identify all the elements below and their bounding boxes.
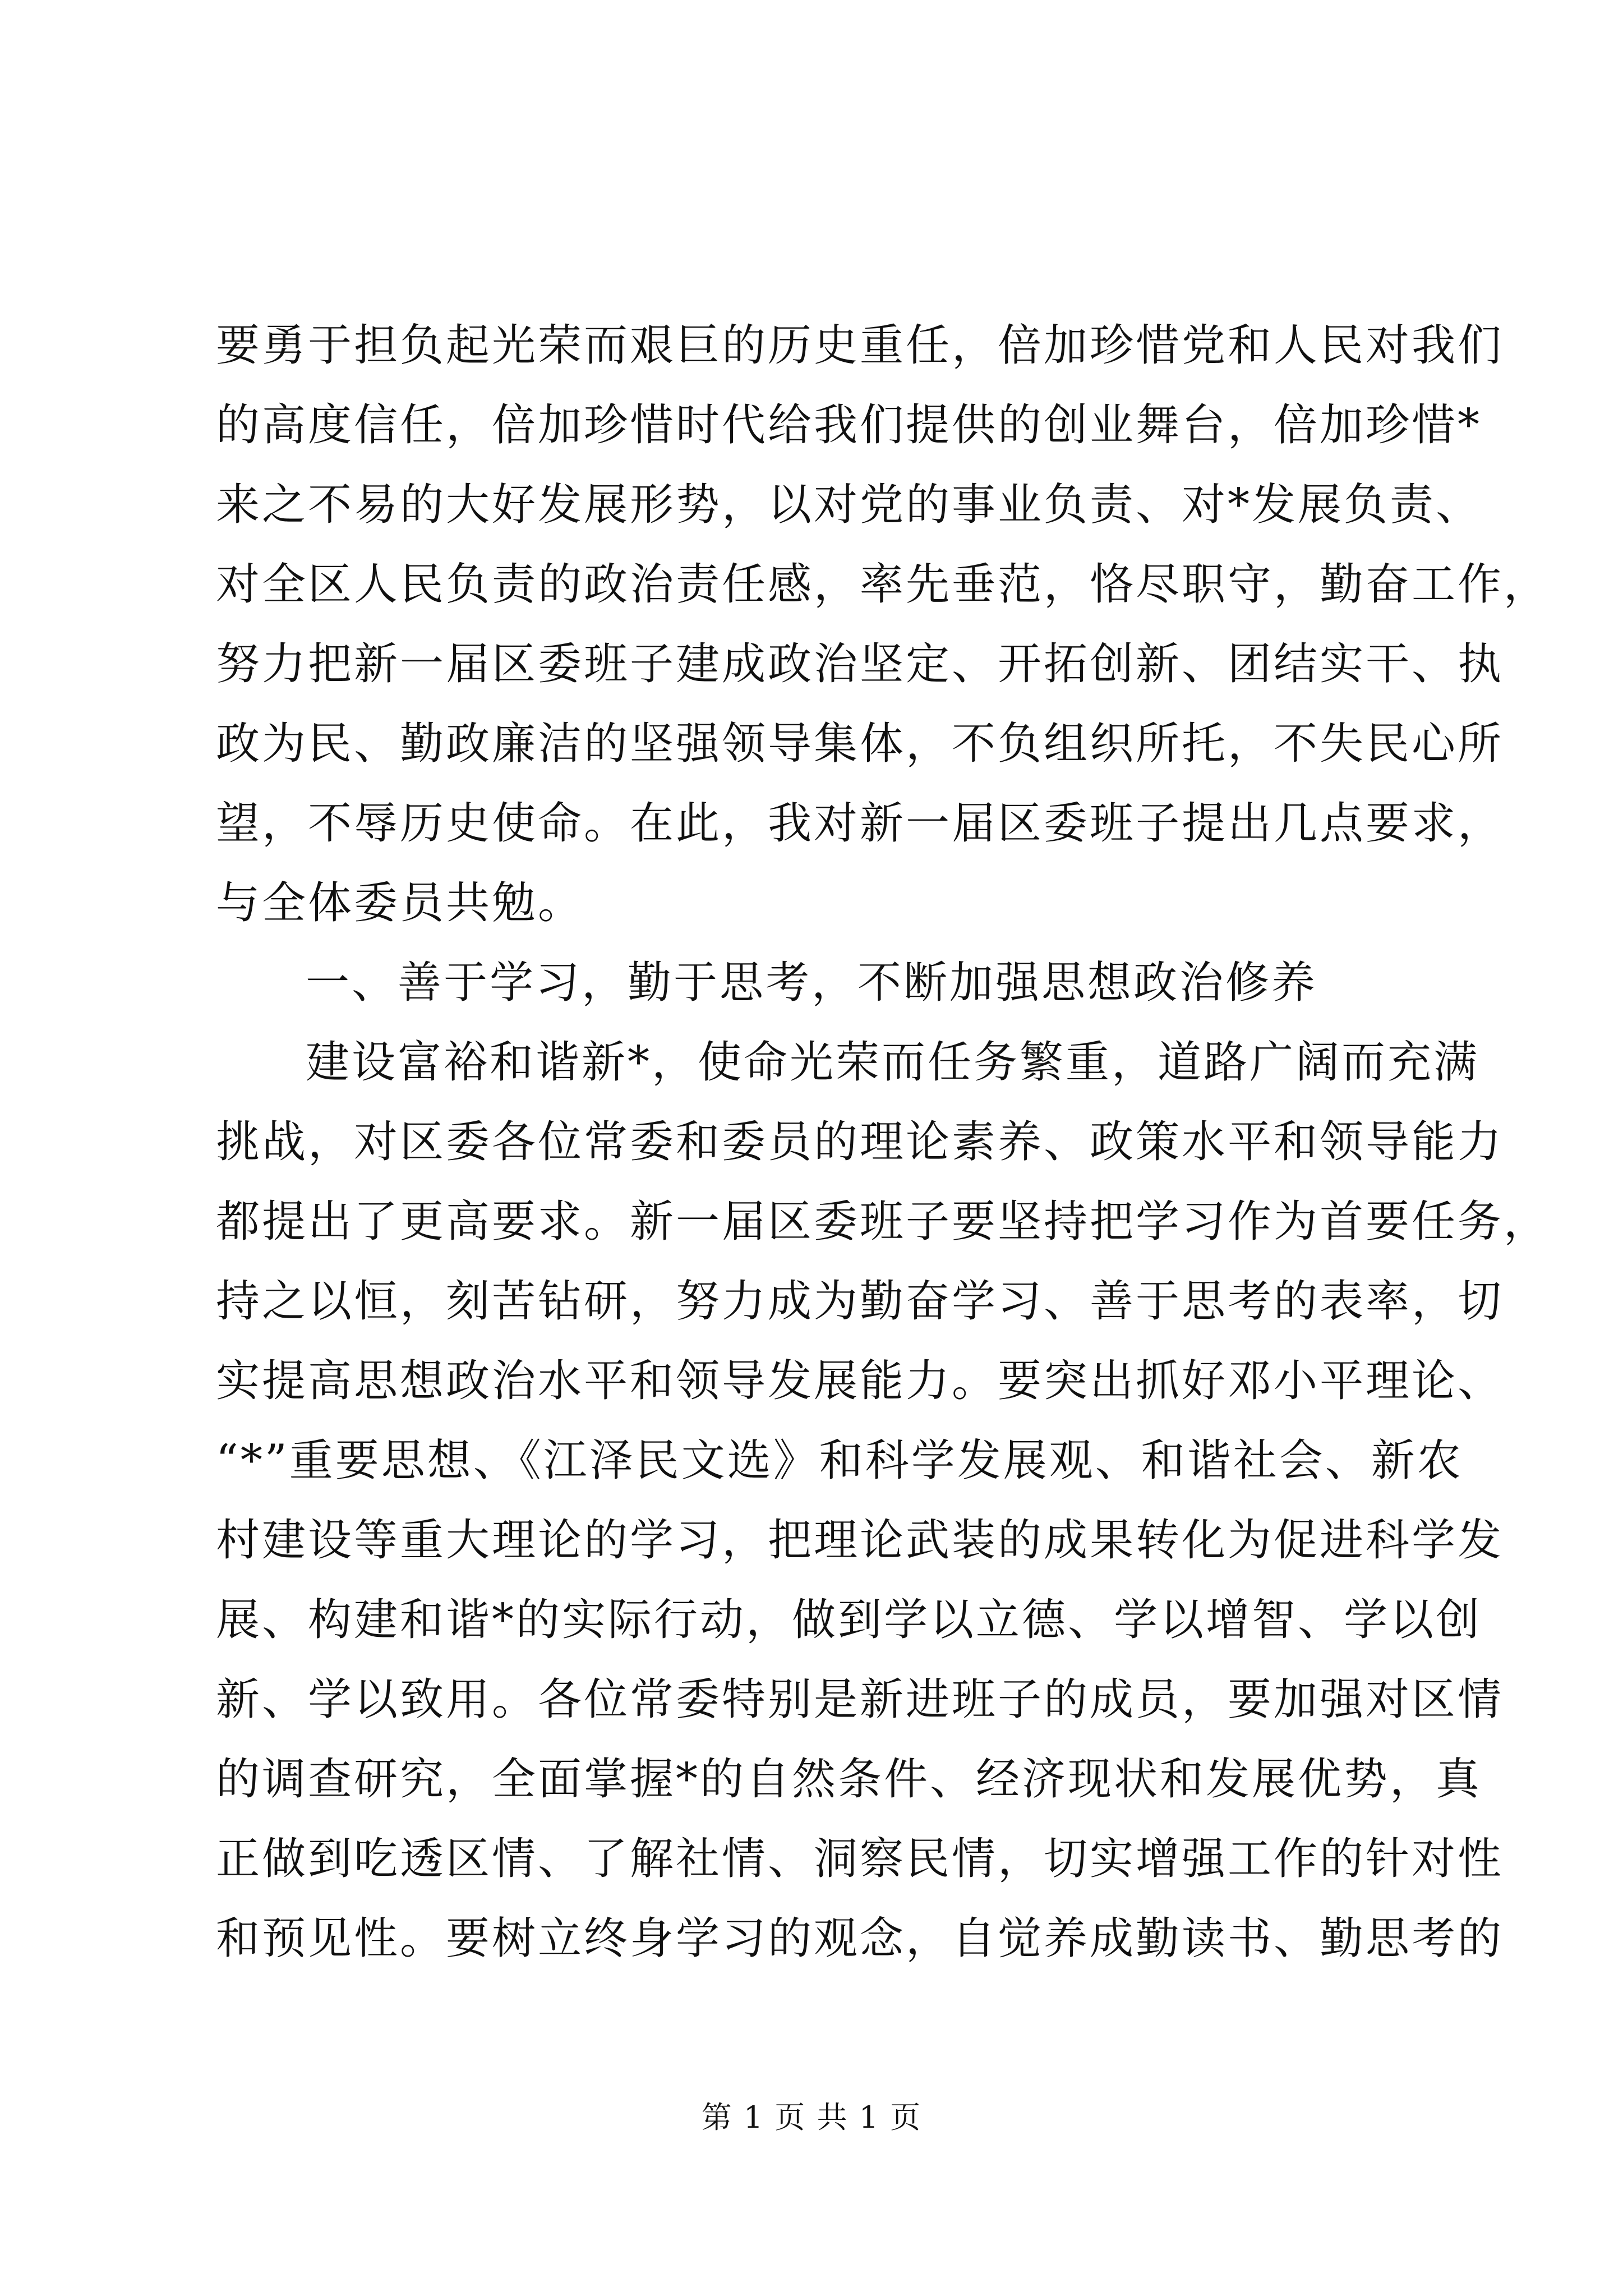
body-line: 都提出了更高要求。新一届区委班子要坚持把学习作为首要任务，	[216, 1197, 1550, 1247]
body-line: 新、学以致用。各位常委特别是新进班子的成员，要加强对区情	[216, 1674, 1504, 1725]
body-line: 要勇于担负起光荣而艰巨的历史重任，倍加珍惜党和人民对我们	[216, 320, 1504, 371]
section-heading: 一、善于学习，勤于思考，不断加强思想政治修养	[306, 958, 1318, 1008]
body-line: “*”重要思想、《江泽民文选》和科学发展观、和谐社会、新农	[216, 1435, 1463, 1486]
body-line: 的高度信任，倍加珍惜时代给我们提供的创业舞台，倍加珍惜*	[216, 400, 1482, 450]
page-footer	[0, 2095, 1623, 2140]
page-number-label: 第 1 页 共 1 页	[701, 2100, 922, 2135]
document-body	[216, 306, 1550, 1978]
body-line: 展、构建和谐*的实际行动，做到学以立德、学以增智、学以创	[216, 1595, 1482, 1645]
body-line: 政为民、勤政廉洁的坚强领导集体，不负组织所托，不失民心所	[216, 719, 1504, 769]
body-line: 望，不辱历史使命。在此，我对新一届区委班子提出几点要求，	[216, 798, 1504, 849]
body-line: 和预见性。要树立终身学习的观念，自觉养成勤读书、勤思考的	[216, 1913, 1504, 1964]
body-line: 对全区人民负责的政治责任感，率先垂范，恪尽职守，勤奋工作，	[216, 559, 1550, 610]
body-line: 的调查研究，全面掌握*的自然条件、经济现状和发展优势，真	[216, 1754, 1482, 1805]
body-line: 与全体委员共勉。	[216, 878, 584, 928]
body-line: 挑战，对区委各位常委和委员的理论素养、政策水平和领导能力	[216, 1117, 1504, 1167]
body-line: 努力把新一届区委班子建成政治坚定、开拓创新、团结实干、执	[216, 639, 1504, 689]
body-line: 正做到吃透区情、了解社情、洞察民情，切实增强工作的针对性	[216, 1834, 1504, 1884]
paragraph-first-line: 建设富裕和谐新*，使命光荣而任务繁重，道路广阔而充满	[306, 1037, 1480, 1088]
body-line: 实提高思想政治水平和领导发展能力。要突出抓好邓小平理论、	[216, 1356, 1504, 1406]
body-line: 持之以恒，刻苦钻研，努力成为勤奋学习、善于思考的表率，切	[216, 1276, 1504, 1327]
body-line: 来之不易的大好发展形势，以对党的事业负责、对*发展负责、	[216, 480, 1482, 530]
body-line: 村建设等重大理论的学习，把理论武装的成果转化为促进科学发	[216, 1515, 1504, 1566]
